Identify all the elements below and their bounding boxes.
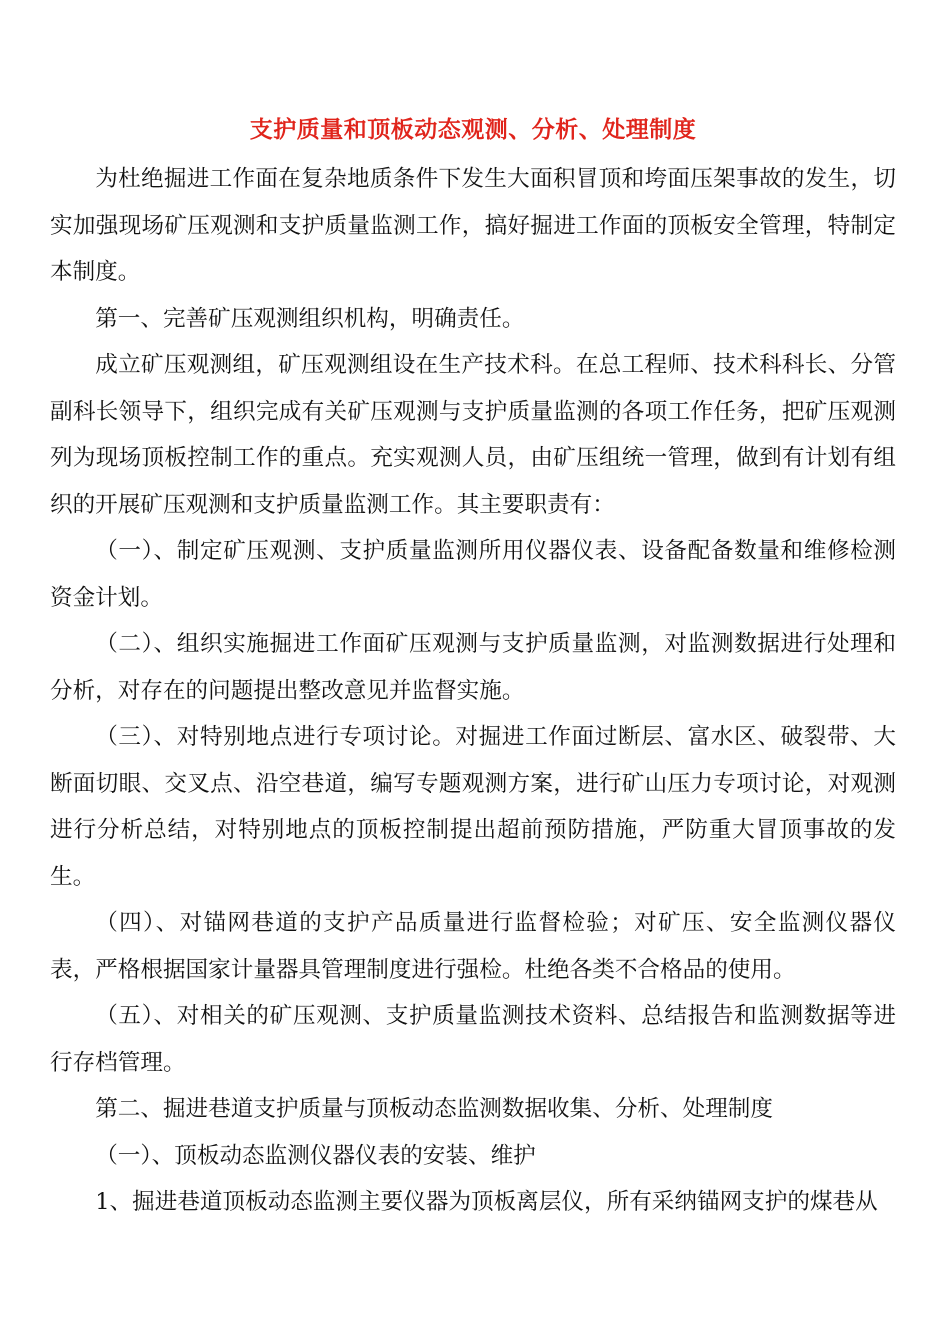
section-heading-1: 第一、完善矿压观测组织机构，明确责任。 xyxy=(95,305,525,332)
duty-item-4: （四）、对锚网巷道的支护产品质量进行监督检验；对矿压、安全监测仪器仪表，严格根据国家计量器具管理制度进行强检。杜绝各类不合格品的使用。 xyxy=(50,910,896,983)
duty-item-3: （三）、对特别地点进行专项讨论。对掘进工作面过断层、富水区、破裂带、大断面切眼、交叉点、沿空巷道，编写专题观测方案，进行矿山压力专项讨论，对观测进行分析总结，对特别地点的顶板控制提出超前预防措施，严防重大冒顶事故的发生。 xyxy=(50,724,896,890)
paragraph-instruments: 1、掘进巷道顶板动态监测主要仪器为顶板离层仪，所有采纳锚网支护的煤巷从 xyxy=(95,1189,878,1215)
duty-item-2: （二）、组织实施掘进工作面矿压观测与支护质量监测，对监测数据进行处理和分析，对存在的问题提出整改意见并监督实施。 xyxy=(50,631,896,704)
subsection-heading-1: （一）、顶板动态监测仪器仪表的安装、维护 xyxy=(95,1142,536,1169)
paragraph-organization: 成立矿压观测组，矿压观测组设在生产技术科。在总工程师、技术科科长、分管副科长领导下，组织完成有关矿压观测与支护质量监测的各项工作任务，把矿压观测列为现场顶板控制工作的重点。充实观测人员，由矿压组统一管理，做到有计划有组织的开展矿压观测和支护质量监测工作。其主要职责有： xyxy=(50,352,896,518)
duty-item-5: （五）、对相关的矿压观测、支护质量监测技术资料、总结报告和监测数据等进行存档管理。 xyxy=(50,1003,896,1076)
document-title: 支护质量和顶板动态观测、分析、处理制度 xyxy=(249,116,697,143)
document-page xyxy=(50,112,896,1226)
paragraph-intro: 为杜绝掘进工作面在复杂地质条件下发生大面积冒顶和垮面压架事故的发生，切实加强现场矿压观测和支护质量监测工作，搞好掘进工作面的顶板安全管理，特制定本制度。 xyxy=(50,166,896,285)
duty-item-1: （一）、制定矿压观测、支护质量监测所用仪器仪表、设备配备数量和维修检测资金计划。 xyxy=(50,538,896,611)
section-heading-2: 第二、掘进巷道支护质量与顶板动态监测数据收集、分析、处理制度 xyxy=(95,1096,773,1122)
